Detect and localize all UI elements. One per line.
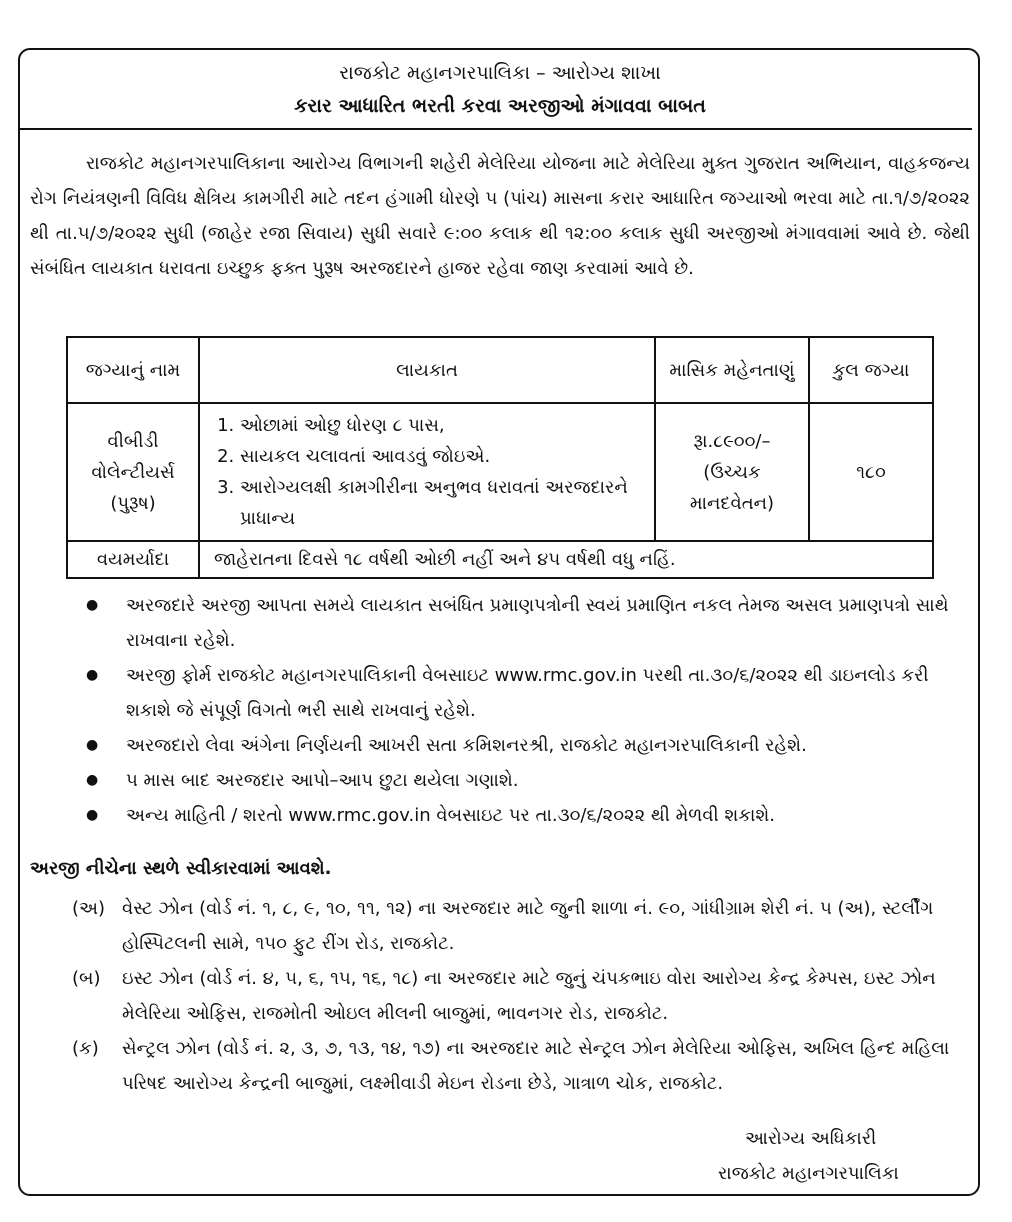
signature-org: રાજકોટ મહાનગરપાલિકા — [718, 1163, 899, 1184]
notice-title: રાજકોટ મહાનગરપાલિકા – આરોગ્ય શાખા — [339, 62, 661, 84]
list-item: ● ૫ માસ બાદ અરજદાર આપો–આપ છુટા થયેલા ગણાશે. — [86, 763, 976, 798]
list-item: ● અરજી ફોર્મ રાજકોટ મહાનગરપાલિકાની વેબસાઇટ www.rmc.gov.in પરથી તા.૩૦/૬/૨૦૨૨ થી ડાઇનલોડ કરી શકાશે જે સંપૂર્ણ વિગતો ભરી સાથે રાખવાનું રહેશે. — [86, 658, 976, 728]
list-item: ● અન્ય માહિતી / શરતો www.rmc.gov.in વેબસાઇટ પર તા.૩૦/૬/૨૦૨૨ થી મેળવી શકાશે. — [86, 798, 976, 833]
post-count: ૧૮૦ — [809, 403, 933, 541]
age-row — [67, 541, 933, 578]
place-text: વેસ્ટ ઝોન (વોર્ડ નં. ૧, ૮, ૯, ૧૦, ૧૧, ૧૨) ના અરજદાર માટે જુની શાળા નં. ૯૦, ગાંધીગ્રામ શેરી નં. ૫ (અ), સ્ટર્લીંગ હોસ્પિટલની સામે, ૧૫૦ ફુટ રીંગ રોડ, રાજકોટ. — [122, 898, 934, 954]
place-text: ઇસ્ટ ઝોન (વોર્ડ નં. ૪, ૫, ૬, ૧૫, ૧૬, ૧૮) ના અરજદાર માટે જુનું ચંપકભાઇ વોરા આરોગ્ય કેન્દ્ર કેમ્પસ, ઇસ્ટ ઝોન મેલેરિયા ઓફિસ, રાજમોતી ઓઇલ મીલની બાજુમાં, ભાવનગર રોડ, રાજકોટ. — [122, 968, 936, 1024]
age-value: જાહેરાતના દિવસે ૧૮ વર્ષથી ઓછી નહીં અને ૪૫ વર્ષથી વધુ નહિં. — [199, 541, 933, 578]
header-count: કુલ જગ્યા — [809, 337, 933, 403]
header-qualification: લાયકાત — [199, 337, 655, 403]
divider — [20, 128, 972, 130]
qualification-item: 1. ઓછામાં ઓછુ ધોરણ ૮ પાસ, — [240, 410, 648, 441]
conditions-list — [86, 588, 976, 833]
places-heading: અરજી નીચેના સ્થળે સ્વીકારવામાં આવશે. — [30, 858, 332, 879]
signature-title: આરોગ્ય અધિકારી — [745, 1128, 877, 1149]
qualification-list — [199, 403, 655, 541]
table-header-row — [67, 337, 933, 403]
header-salary: માસિક મહેનતાણું — [655, 337, 809, 403]
list-item — [72, 891, 977, 961]
table-row — [67, 403, 933, 541]
list-item — [72, 961, 977, 1031]
salary: રૂા.૮૯૦૦/– (ઉચ્ચક માનદવેતન) — [655, 403, 809, 541]
place-marker: (ક) — [72, 1038, 99, 1059]
age-label: વયમર્યાદા — [67, 541, 199, 578]
list-item: ● અરજદારે અરજી આપતા સમયે લાયકાત સબંધિત પ્રમાણપત્રોની સ્વયં પ્રમાણિત નકલ તેમજ અસલ પ્રમાણપત્રો સાથે રાખવાના રહેશે. — [86, 588, 976, 658]
places-list — [72, 891, 977, 1101]
list-item — [72, 1031, 977, 1101]
qualification-item: 2. સાયકલ ચલાવતાં આવડવું જોઇએ. — [240, 441, 648, 472]
place-text: સેન્ટ્રલ ઝોન (વોર્ડ નં. ૨, ૩, ૭, ૧૩, ૧૪, ૧૭) ના અરજદાર માટે સેન્ટ્રલ ઝોન મેલેરિયા ઓફિસ, અખિલ હિન્દ મહિલા પરિષદ આરોગ્ય કેન્દ્રની બાજુમાં, લક્ષ્મીવાડી મેઇન રોડના છેડે, ગાત્રાળ ચોક, રાજકોટ. — [122, 1038, 950, 1094]
posts-table — [66, 336, 934, 579]
qualification-item: 3. આરોગ્યલક્ષી કામગીરીના અનુભવ ધરાવતાં અરજદારને પ્રાધાન્ય — [240, 472, 648, 534]
place-marker: (અ) — [72, 898, 106, 919]
notice-subtitle: કરાર આધારિત ભરતી કરવા અરજીઓ મંગાવવા બાબત — [294, 95, 706, 117]
post-name: વીબીડી વોલેન્ટીયર્સ (પુરૂષ) — [67, 403, 199, 541]
intro-paragraph: રાજકોટ મહાનગરપાલિકાના આરોગ્ય વિભાગની શહેરી મેલેરિયા યોજના માટે મેલેરિયા મુક્ત ગુજરાત અભિયાન, વાહકજન્ય રોગ નિયંત્રણની વિવિધ ક્ષેત્રિય કામગીરી માટે તદન હંગામી ધોરણે ૫ (પાંચ) માસના કરાર આધારિત જગ્યાઓ ભરવા માટે તા.૧/૭/૨૦૨૨ થી તા.૫/૭/૨૦૨૨ સુધી (જાહેર રજા સિવાય) સુધી સવારે ૯:૦૦ કલાક થી ૧૨:૦૦ કલાક સુધી અરજીઓ મંગાવવામાં આવે છે. જેથી સંબંધિત લાયકાત ધરાવતા ઇચ્છુક ફક્ત પુરૂષ અરજદારને હાજર રહેવા જાણ કરવામાં આવે છે. — [30, 153, 970, 279]
list-item: ● અરજદારો લેવા અંગેના નિર્ણયની આખરી સતા કમિશનરશ્રી, રાજકોટ મહાનગરપાલિકાની રહેશે. — [86, 728, 976, 763]
place-marker: (બ) — [72, 968, 101, 989]
header-post: જગ્યાનું નામ — [67, 337, 199, 403]
